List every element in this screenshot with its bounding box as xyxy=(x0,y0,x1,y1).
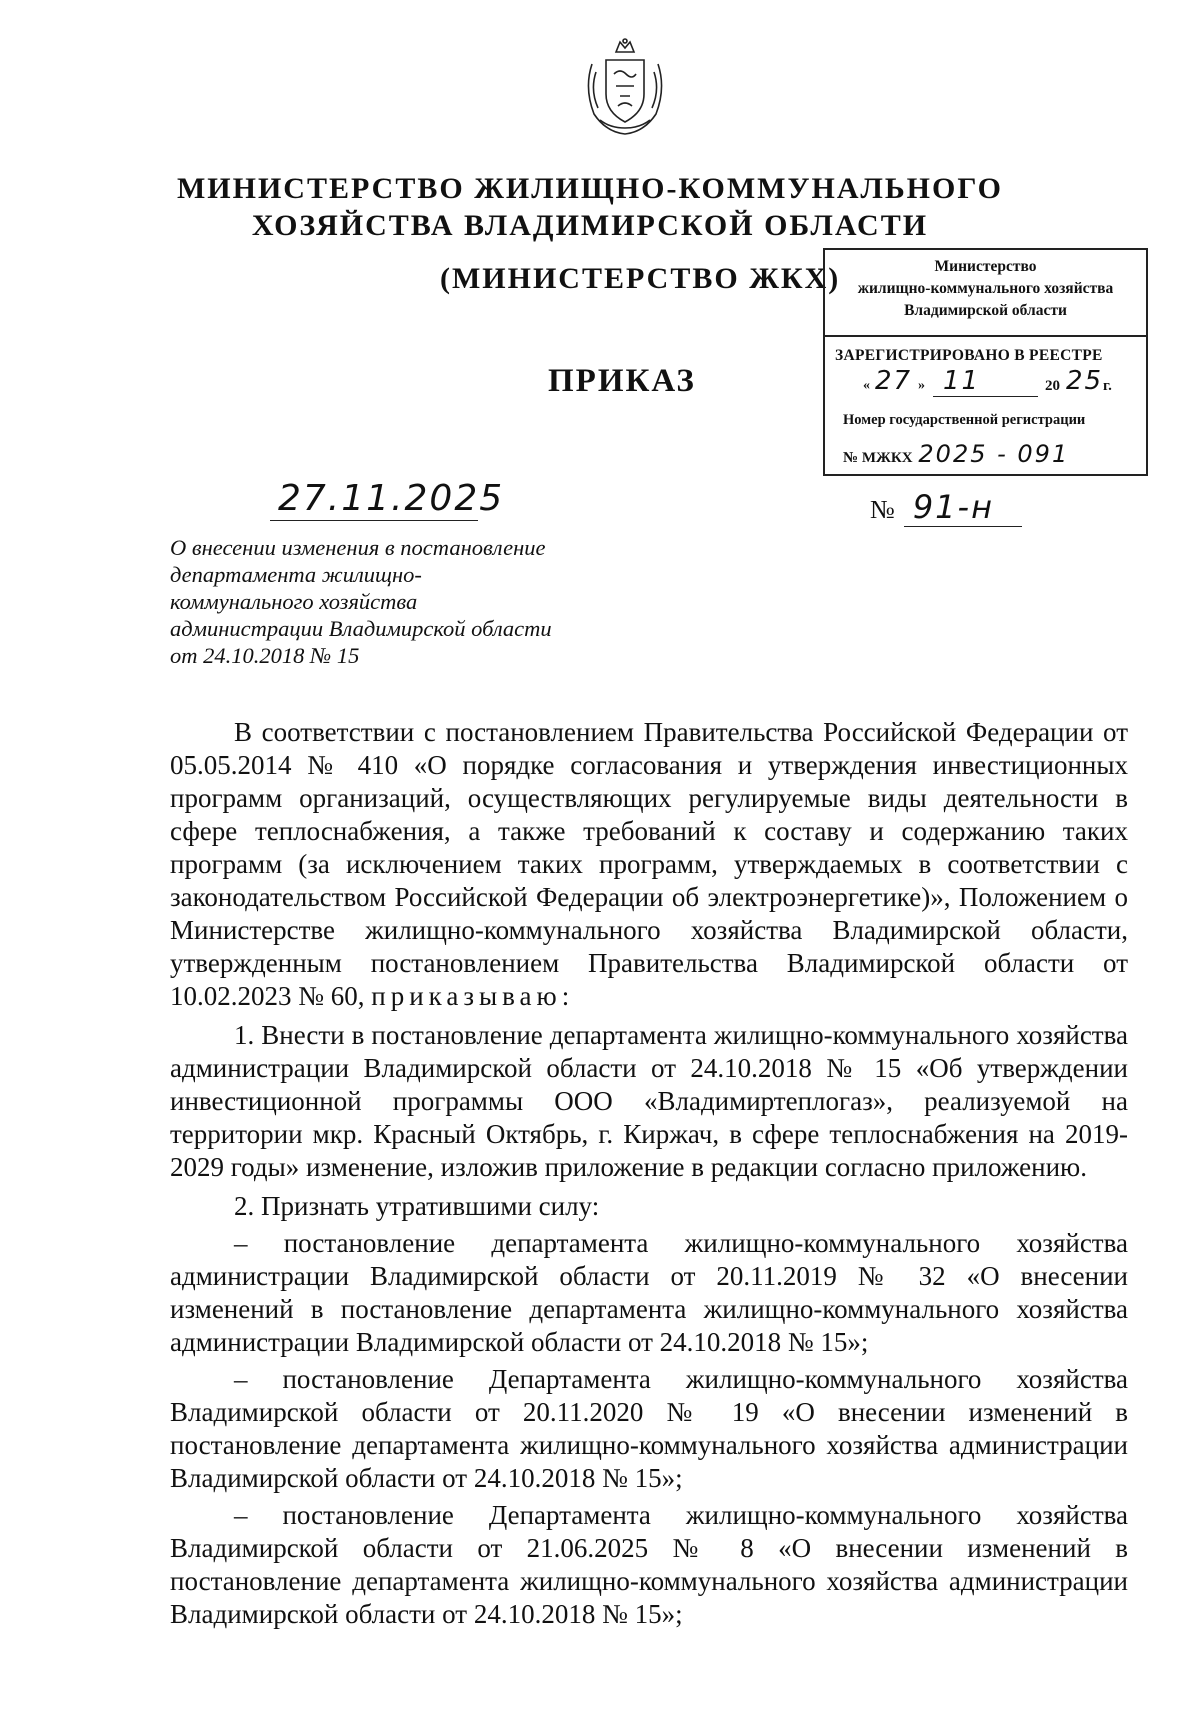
stamp-divider xyxy=(825,335,1146,337)
order-body xyxy=(170,716,1128,1631)
coat-of-arms-emblem xyxy=(580,38,670,138)
subject-line1: О внесении изменения в постановление xyxy=(170,535,546,560)
stamp-reg-number-label: Номер государственной регистрации xyxy=(843,412,1086,428)
decree-word: приказываю: xyxy=(371,981,575,1011)
repealed-item-3: – постановление Департамента жилищно-коммунального хозяйства Владимирской области от 21.06.2025 № 8 «О внесении изменений в постановление департамента жилищно-коммунального хозяйства администрации Владимирской области от 24.10.2018 № 15»; xyxy=(170,1500,1128,1629)
stamp-org-line1: Министерство xyxy=(934,258,1037,275)
subject-line4: администрации Владимирской области xyxy=(170,616,552,641)
stamp-org-line2: жилищно-коммунального хозяйства xyxy=(857,280,1114,297)
stamp-close-quote: » xyxy=(918,378,925,393)
ministry-title-line2: ХОЗЯЙСТВА ВЛАДИМИРСКОЙ ОБЛАСТИ xyxy=(251,209,929,242)
stamp-org-line3: Владимирской области xyxy=(904,302,1067,319)
stamp-registered-label: ЗАРЕГИСТРИРОВАНО В РЕЕСТРЕ xyxy=(835,347,1103,364)
stamp-year-handwritten: 25 xyxy=(1066,366,1104,396)
stamp-date xyxy=(863,368,1143,398)
stamp-year-suffix: г. xyxy=(1103,378,1112,394)
order-number-underline xyxy=(904,526,1022,527)
stamp-day: 27 xyxy=(875,366,913,396)
stamp-reg-number xyxy=(843,440,1143,468)
stamp-organization xyxy=(825,256,1146,322)
ministry-title xyxy=(150,170,1030,244)
order-date-underline xyxy=(270,520,478,521)
preamble-paragraph xyxy=(170,716,1128,1013)
ministry-title-line1: МИНИСТЕРСТВО ЖИЛИЩНО-КОММУНАЛЬНОГО xyxy=(176,172,1004,205)
subject-line3: коммунального хозяйства xyxy=(170,589,418,614)
item-1: 1. Внести в постановление департамента жилищно-коммунального хозяйства администрации Владимирской области от 24.10.2018 № 15 «Об утверждении инвестиционной программы ООО «Владимиртеплогаз», реализуемой на территории мкр. Красный Октябрь, г. Киржач, в сфере теплоснабжения на 2019-2029 годы» изменение, изложив приложение в редакции согласно приложению. xyxy=(170,1020,1128,1182)
order-number-label: № xyxy=(870,495,895,524)
repealed-item-1: – постановление департамента жилищно-коммунального хозяйства администрации Владимирской области от 20.11.2019 № 32 «О внесении изменений в постановление департамента жилищно-коммунального хозяйства администрации Владимирской области от 24.10.2018 № 15»; xyxy=(170,1228,1128,1357)
registration-stamp xyxy=(823,248,1148,476)
stamp-reg-number-prefix: № МЖКХ xyxy=(843,450,913,466)
order-number-value: 91-н xyxy=(912,488,994,526)
item-2: 2. Признать утратившими силу: xyxy=(234,1191,600,1221)
order-number xyxy=(870,488,994,526)
repealed-item-2: – постановление Департамента жилищно-коммунального хозяйства Владимирской области от 20.11.2020 № 19 «О внесении изменений в постановление департамента жилищно-коммунального хозяйства администрации Владимирской области от 24.10.2018 № 15»; xyxy=(170,1364,1128,1493)
document-type: ПРИКАЗ xyxy=(548,363,696,399)
stamp-reg-number-value: 2025 - 091 xyxy=(918,440,1070,468)
stamp-month-underline xyxy=(933,396,1038,397)
stamp-open-quote: « xyxy=(863,378,870,393)
order-date: 27.11.2025 xyxy=(278,478,505,519)
preamble-text: В соответствии с постановлением Правительства Российской Федерации от 05.05.2014 № 410 «О порядке согласования и утверждения инвестиционных программ организаций, осуществляющих регулируемые виды деятельности в сфере теплоснабжения, а также требований к составу и содержанию таких программ (за исключением таких программ, утверждаемых в соответствии с законодательством Российской Федерации об электроэнергетике)», Положением о Министерстве жилищно-коммунального хозяйства Владимирской области, утвержденным постановлением Правительства Владимирской области от 10.02.2023 № 60, xyxy=(170,717,1128,1011)
ministry-short-name: (МИНИСТЕРСТВО ЖКХ) xyxy=(440,262,841,295)
order-subject xyxy=(170,534,610,669)
stamp-year-prefix: 20 xyxy=(1045,378,1060,394)
subject-line2: департамента жилищно- xyxy=(170,562,422,587)
subject-line5: от 24.10.2018 № 15 xyxy=(170,643,360,668)
stamp-month: 11 xyxy=(943,366,981,396)
